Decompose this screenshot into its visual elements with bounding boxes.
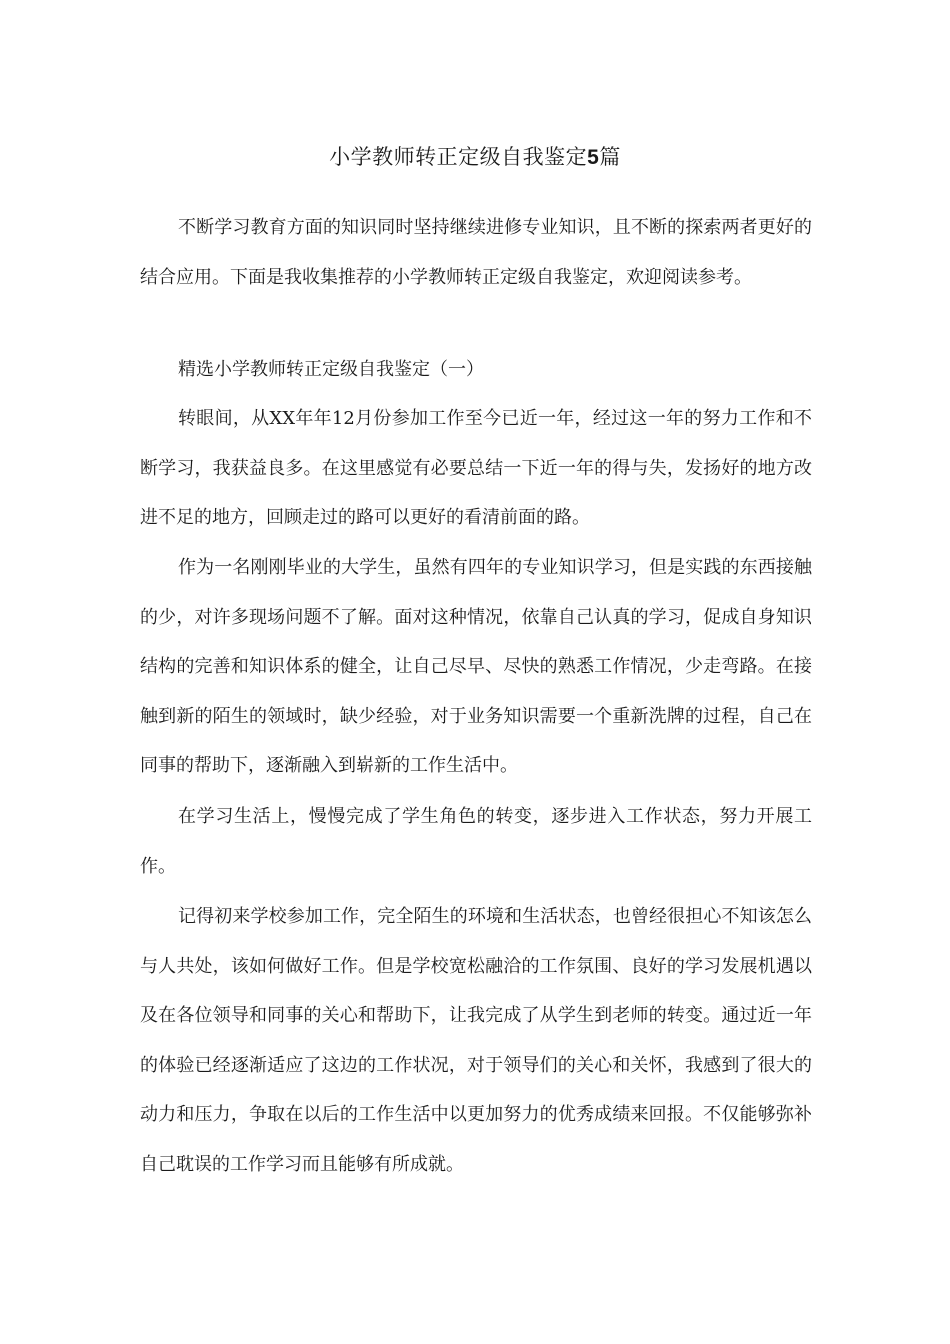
body-paragraph-1: 转眼间，从XX年年12月份参加工作至今已近一年，经过这一年的努力工作和不断学习，我获益良多。在这里感觉有必要总结一下近一年的得与失，发扬好的地方改进不足的地方，回顾走过的路可以更好的看清前面的路。 (140, 408, 812, 528)
body-paragraph-4: 记得初来学校参加工作，完全陌生的环境和生活状态，也曾经很担心不知该怎么与人共处，该如何做好工作。但是学校宽松融洽的工作氛围、良好的学习发展机遇以及在各位领导和同事的关心和帮助下，让我完成了从学生到老师的转变。通过近一年的体验已经逐渐适应了这边的工作状况，对于领导们的关心和关怀，我感到了很大的动力和压力，争取在以后的工作生活中以更加努力的优秀成绩来回报。不仅能够弥补自己耽误的工作学习而且能够有所成就。 (140, 906, 812, 1175)
document-title (0, 142, 950, 173)
intro-paragraph: 不断学习教育方面的知识同时坚持继续进修专业知识，且不断的探索两者更好的结合应用。下面是我收集推荐的小学教师转正定级自我鉴定，欢迎阅读参考。 (140, 217, 812, 288)
section-heading: 精选小学教师转正定级自我鉴定（一） (178, 359, 484, 380)
title-number: 5 (587, 146, 600, 169)
body-paragraph-3: 在学习生活上，慢慢完成了学生角色的转变，逐步进入工作状态，努力开展工作。 (140, 806, 812, 877)
title-main-text: 小学教师转正定级自我鉴定 (329, 145, 588, 169)
title-suffix-text: 篇 (599, 145, 621, 169)
body-paragraph-2: 作为一名刚刚毕业的大学生，虽然有四年的专业知识学习，但是实践的东西接触的少，对许多现场问题不了解。面对这种情况，依靠自己认真的学习，促成自身知识结构的完善和知识体系的健全，让自己尽早、尽快的熟悉工作情况，少走弯路。在接触到新的陌生的领域时，缺少经验，对于业务知识需要一个重新洗牌的过程，自己在同事的帮助下，逐渐融入到崭新的工作生活中。 (140, 557, 812, 776)
